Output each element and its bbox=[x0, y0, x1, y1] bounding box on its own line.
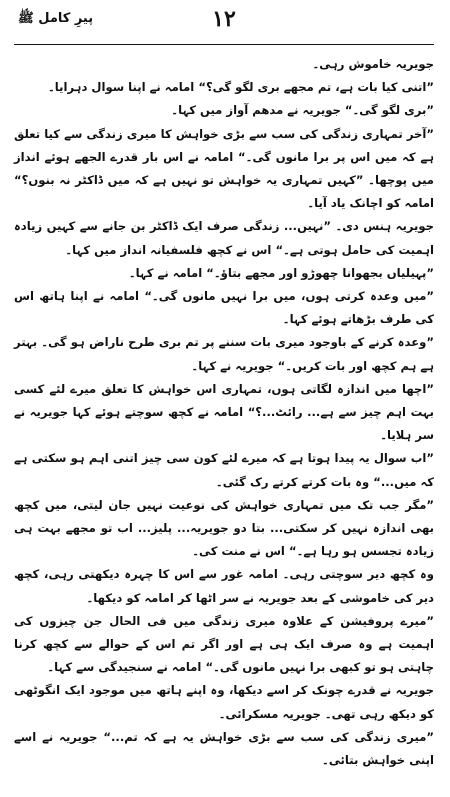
paragraph-2: ”اتنی کیا بات ہے، تم مجھے بری لگو گی؟“ امامہ نے اپنا سوال دہرایا۔ bbox=[47, 80, 434, 95]
paragraph-15: ”میری زندگی کی سب سے بڑی خواہش یہ ہے کہ تم...“ جویریہ نے اسے اپنی خواہش بتائی۔ bbox=[14, 729, 434, 768]
paragraph-14: جویریہ نے قدرے چونک کر اسے دیکھا، وہ اپنے ہاتھ میں موجود ایک انگوٹھی کو دیکھ رہی تھی۔ جویریہ مسکرائی۔ bbox=[14, 683, 434, 721]
paragraph-5: جویریہ ہنس دی۔ ”نہیں... زندگی صرف ایک ڈاکٹر بن جانے سے کہیں زیادہ اہمیت کی حامل ہوتی ہے۔“ اس نے کچھ فلسفیانہ انداز میں کہا۔ bbox=[14, 219, 434, 257]
paragraph-1: جویریہ خاموش رہی۔ bbox=[312, 57, 434, 71]
paragraph-6: ”پہیلیاں بجھوانا چھوڑو اور مجھے بتاؤ۔“ امامہ نے کہا۔ bbox=[128, 265, 434, 280]
paragraph-13: ”میرے پروفیشن کے علاوہ میری زندگی میں فی الحال جن چیزوں کی اہمیت ہے وہ صرف ایک ہی ہے اور اگر تم اس کے حوالے سے کچھ کرنا چاہتی ہو تو کبھی برا نہیں مانوں گی۔“ امامہ نے سنجیدگی سے کہا۔ bbox=[14, 613, 434, 675]
page-number: ۱۲ bbox=[212, 6, 236, 32]
paragraph-7: ”میں وعدہ کرتی ہوں، میں برا نہیں مانوں گی۔“ امامہ نے اپنا ہاتھ اس کی طرف بڑھاتے ہوئے کہا۔ bbox=[14, 289, 434, 327]
paragraph-12: وہ کچھ دیر سوچتی رہی۔ امامہ غور سے اس کا چہرہ دیکھتی رہی، کچھ دیر کی خاموشی کے بعد جویریہ نے سر اٹھا کر امامہ کو دیکھا۔ bbox=[14, 567, 434, 605]
paragraph-8: ”وعدہ کرنے کے باوجود میری بات سننے پر تم بری طرح ناراض ہو گی۔ بہتر ہے ہم کچھ اور بات کریں۔“ جویریہ نے کہا۔ bbox=[14, 335, 434, 373]
paragraph-11: ”مگر جب تک میں تمہاری خواہش کی نوعیت نہیں جان لیتی، میں کچھ بھی اندازہ نہیں کر سکتی... بتا دو جویریہ... پلیز... اب تو مجھے بہت ہی زیادہ تجسس ہو رہا ہے۔“ اس نے منت کی۔ bbox=[14, 497, 434, 559]
paragraph-9: ”اچھا میں اندازہ لگاتی ہوں، تمہاری اس خواہش کا تعلق میرے لئے کسی بہت اہم چیز سے ہے... رائٹ...؟“ امامہ نے کچھ سوچتے ہوئے کہا جویریہ نے سر ہلایا۔ bbox=[14, 381, 434, 443]
running-title: پیرِ کامل ﷺ bbox=[18, 11, 94, 26]
page-header bbox=[14, 0, 434, 45]
body-text bbox=[14, 53, 434, 772]
paragraph-3: ”بری لگو گی۔“ جویریہ نے مدھم آواز میں کہا۔ bbox=[171, 103, 434, 118]
paragraph-10: ”اب سوال یہ پیدا ہوتا ہے کہ میرے لئے کون سی چیز اتنی اہم ہو سکتی ہے کہ میں...“ وہ بات کرتے کرتے رک گئی۔ bbox=[14, 451, 434, 489]
paragraph-4: ”آخر تمہاری زندگی کی سب سے بڑی خواہش کا میری زندگی سے کیا تعلق ہے کہ میں اس پر برا مانوں گی۔“ امامہ نے اس بار قدرے الجھے ہوئے انداز میں پوچھا۔ ”کہیں تمہاری یہ خواہش تو نہیں ہے کہ میں ڈاکٹر نہ بنوں؟“ امامہ کو اچانک یاد آیا۔ bbox=[14, 126, 434, 211]
